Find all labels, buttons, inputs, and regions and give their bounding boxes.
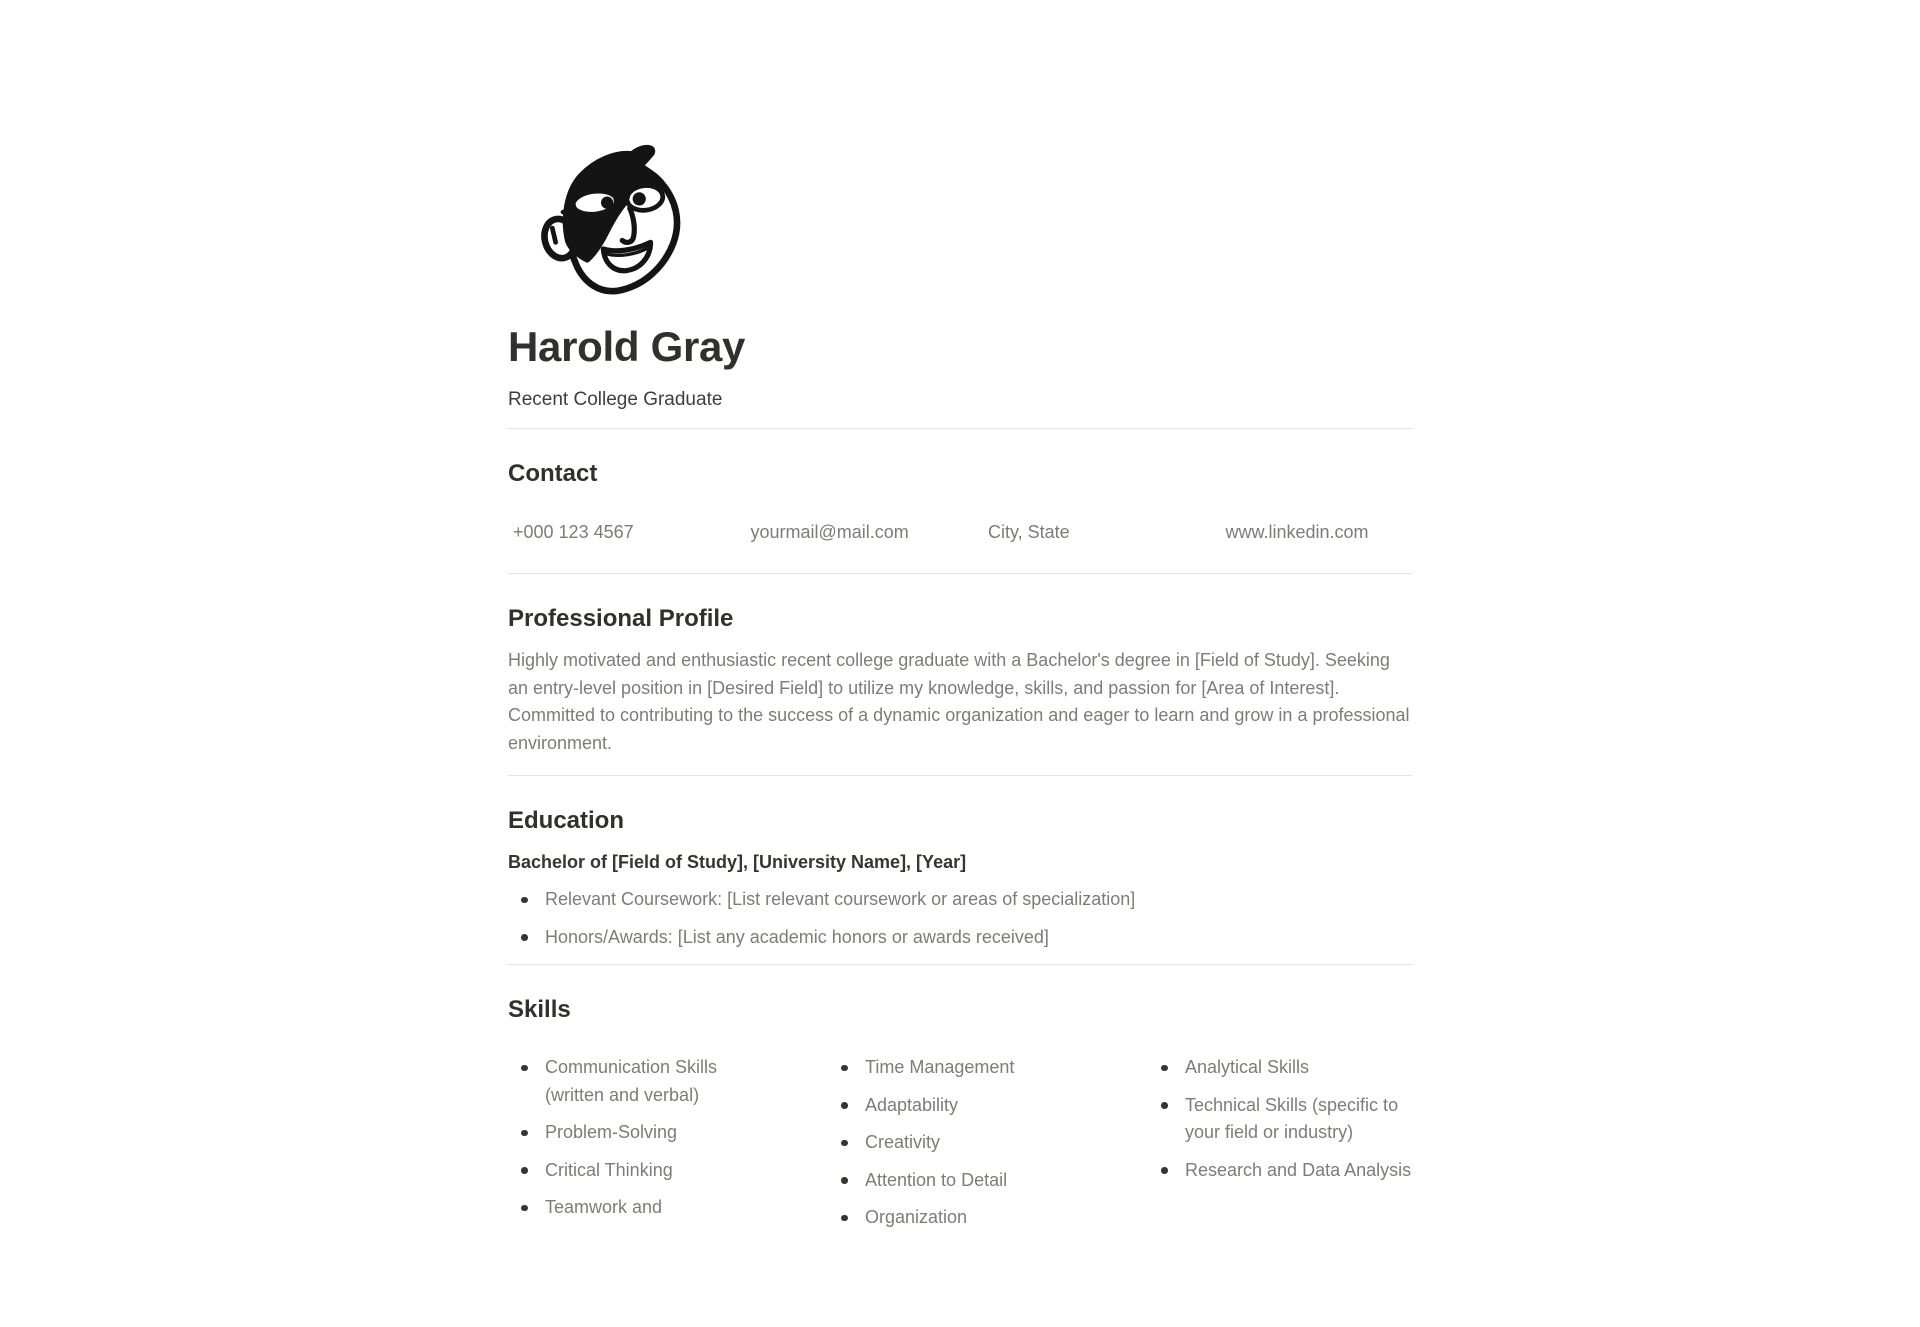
contact-email: yourmail@mail.com xyxy=(750,522,909,542)
section-contact xyxy=(508,459,1412,544)
section-education xyxy=(508,806,1412,951)
list-item: Technical Skills (specific to your field or industry) xyxy=(1185,1092,1412,1147)
education-heading: Education xyxy=(508,807,625,834)
list-item: Problem-Solving xyxy=(545,1119,772,1147)
list-item: Organization xyxy=(865,1204,1092,1232)
contact-row xyxy=(508,520,1412,544)
page-title: Harold Gray xyxy=(508,323,746,370)
contact-heading: Contact xyxy=(508,460,598,487)
profile-avatar-icon xyxy=(524,128,694,300)
divider xyxy=(508,775,1412,776)
resume-page xyxy=(508,128,1412,1232)
list-item: Time Management xyxy=(865,1054,1092,1082)
professional-profile-text: Highly motivated and enthusiastic recent college graduate with a Bachelor's degree in [Field of Study]. Seeking an entry-level position in [Desired Field] to utilize my knowledge, skills, and passion for [Area of Interest]. Committed to contributing to the success of a dynamic organization and eager to learn and grow in a professional environment. xyxy=(508,650,1410,753)
list-item: Relevant Coursework: [List relevant coursework or areas of specialization] xyxy=(545,886,1412,914)
profile-subtitle: Recent College Graduate xyxy=(508,389,723,410)
contact-location: City, State xyxy=(988,522,1070,542)
contact-phone: +000 123 4567 xyxy=(513,522,634,542)
list-item: Analytical Skills xyxy=(1185,1054,1412,1082)
list-item: Adaptability xyxy=(865,1092,1092,1120)
divider xyxy=(508,428,1412,429)
education-bullet-list xyxy=(508,886,1412,951)
list-item: Teamwork and xyxy=(545,1194,772,1222)
skills-grid xyxy=(508,1054,1412,1232)
skills-bullet-list xyxy=(508,1054,772,1222)
professional-profile-heading: Professional Profile xyxy=(508,605,734,632)
education-degree: Bachelor of [Field of Study], [University Name], [Year] xyxy=(508,852,967,872)
list-item: Attention to Detail xyxy=(865,1167,1092,1195)
skills-bullet-list xyxy=(1148,1054,1412,1184)
skills-column-2 xyxy=(828,1054,1092,1232)
contact-linkedin: www.linkedin.com xyxy=(1225,522,1369,542)
section-professional-profile xyxy=(508,604,1412,757)
section-skills xyxy=(508,995,1412,1232)
skills-column-1 xyxy=(508,1054,772,1232)
divider xyxy=(508,964,1412,965)
list-item: Creativity xyxy=(865,1129,1092,1157)
skills-column-3 xyxy=(1148,1054,1412,1232)
list-item: Research and Data Analysis xyxy=(1185,1157,1412,1185)
skills-heading: Skills xyxy=(508,996,571,1023)
list-item: Honors/Awards: [List any academic honors or awards received] xyxy=(545,924,1412,952)
divider xyxy=(508,573,1412,574)
skills-bullet-list xyxy=(828,1054,1092,1232)
list-item: Critical Thinking xyxy=(545,1157,772,1185)
list-item: Communication Skills (written and verbal) xyxy=(545,1054,772,1109)
